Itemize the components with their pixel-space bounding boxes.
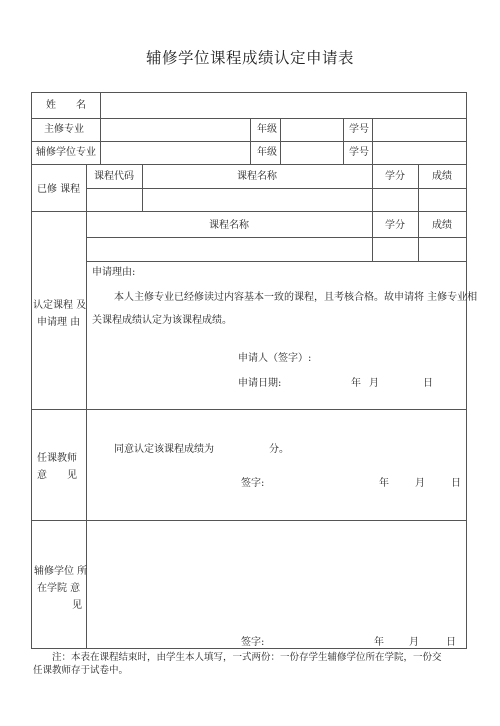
row-divider: [31, 520, 467, 521]
column-header-course-code: 课程代码: [94, 171, 134, 182]
name-label: 姓 名: [46, 100, 86, 111]
student-id-label: 学号: [349, 147, 369, 158]
month-label: 月: [409, 637, 419, 648]
grade-label: 年级: [257, 147, 277, 158]
column-header-credits: 学分: [385, 220, 405, 231]
month-label: 月: [369, 378, 379, 389]
day-label: 日: [451, 478, 461, 489]
college-opinion-label: 辅修学位 所: [34, 566, 88, 577]
column-header-grade: 成绩: [432, 220, 452, 231]
grade-field[interactable]: [281, 119, 343, 141]
footnote-line1: 注：本表在课程结束时，由学生本人填写，一式两份：一份存学生辅修学位所在学院，一份交: [52, 652, 442, 663]
student-id-label: 学号: [349, 124, 369, 135]
grade-label: 年级: [257, 124, 277, 135]
column-header-grade: 成绩: [432, 171, 452, 182]
major-field[interactable]: [101, 119, 250, 141]
score-unit: 分。: [269, 444, 289, 455]
row-divider: [31, 409, 467, 410]
college-opinion-label-2: 在学院 意: [37, 583, 81, 594]
col-divider: [250, 118, 251, 164]
month-label: 月: [415, 478, 425, 489]
student-id-field[interactable]: [373, 119, 466, 141]
grade-cell[interactable]: [419, 189, 466, 211]
student-id-field-2[interactable]: [373, 142, 466, 164]
column-header-course-name: 课程名称: [209, 220, 249, 231]
reason-text-line1: 本人主修专业已经修读过内容基本一致的课程，且考核合格。故申请将 主修专业相: [114, 292, 478, 303]
recognized-course-name-cell[interactable]: [87, 238, 372, 261]
course-name-cell[interactable]: [143, 189, 372, 211]
column-header-course-name: 课程名称: [237, 171, 277, 182]
applicant-signature-field[interactable]: [315, 349, 455, 367]
college-opinion-label-3: 见: [72, 600, 82, 611]
credits-cell[interactable]: [373, 189, 418, 211]
name-field[interactable]: [101, 93, 466, 118]
minor-major-field[interactable]: [101, 142, 250, 164]
row-divider: [31, 164, 467, 165]
college-signature-label: 签字:: [241, 637, 265, 648]
grade-field-2[interactable]: [281, 142, 343, 164]
reason-text-line2: 关课程成绩认定为该课程成绩。: [92, 315, 232, 326]
day-label: 日: [423, 378, 433, 389]
teacher-signature-label: 签字:: [241, 478, 265, 489]
teacher-opinion-label-2: 意 见: [37, 470, 77, 481]
apply-date-label: 申请日期:: [238, 378, 282, 389]
college-signature-field[interactable]: [270, 633, 370, 648]
completed-courses-label: 已修 课程: [37, 184, 81, 195]
agree-score-text: 同意认定该课程成绩为: [114, 444, 214, 455]
row-divider: [31, 211, 467, 212]
recognized-credits-cell[interactable]: [373, 238, 418, 261]
year-label: 年: [379, 478, 389, 489]
reason-label: 申请理由:: [92, 267, 136, 278]
day-label: 日: [446, 637, 456, 648]
year-label: 年: [374, 637, 384, 648]
applicant-signature-label: 申请人（签字）:: [238, 353, 312, 364]
course-code-cell[interactable]: [87, 189, 142, 211]
teacher-signature-field[interactable]: [270, 474, 370, 492]
score-field[interactable]: [215, 440, 265, 458]
recognized-grade-cell[interactable]: [419, 238, 466, 261]
recognized-courses-label-2: 申请理 由: [37, 317, 81, 328]
year-label: 年: [351, 378, 361, 389]
col-divider: [343, 118, 344, 164]
footnote-line2: 任课教师存于试卷中。: [33, 665, 129, 676]
minor-major-label: 辅修学位专业: [36, 147, 96, 158]
column-header-credits: 学分: [385, 171, 405, 182]
major-label: 主修专业: [44, 124, 84, 135]
teacher-opinion-label: 任课教师: [37, 453, 77, 464]
row-divider: [86, 261, 467, 262]
recognized-courses-label: 认定课程 及: [33, 300, 87, 311]
form-title: 辅修学位课程成绩认定申请表: [145, 49, 354, 67]
